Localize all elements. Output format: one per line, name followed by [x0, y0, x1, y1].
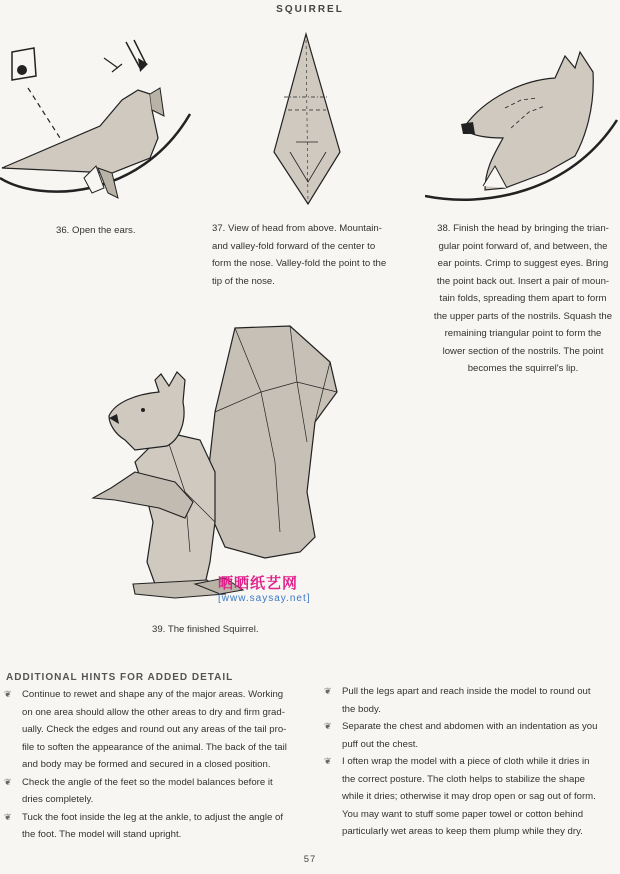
list-item: ❦ Separate the chest and abdomen with an indentation as you puff out the chest.: [324, 718, 620, 753]
step-36-caption: 36. Open the ears.: [56, 225, 136, 236]
watermark-site-name: 晒晒纸艺网: [218, 575, 299, 592]
page-number: 57: [303, 854, 317, 865]
list-item: ❦ Pull the legs apart and reach inside the model to round out the body.: [324, 683, 620, 718]
list-item: ❦ I often wrap the model with a piece of cloth while it dries in the correct posture. The cloth helps to stabilize the shape while it dries; otherwise it may drop open or sag out of form. You may want to stuff some paper towel or cotton behind particularly wet areas to keep them plump while they dry.: [324, 753, 620, 841]
page-header: SQUIRREL: [276, 4, 344, 15]
hints-right-list: [324, 683, 620, 841]
hints-heading: ADDITIONAL HINTS FOR ADDED DETAIL: [6, 672, 234, 683]
bee-bullet-icon: ❦: [4, 811, 12, 822]
step-39-caption: 39. The finished Squirrel.: [152, 624, 259, 635]
diagram-step-36: [0, 28, 200, 203]
list-item: ❦ Check the angle of the feet so the model balances before it dries completely.: [4, 774, 312, 809]
step-38-caption: 38. Finish the head by bringing the trian- gular point forward of, and between, the ear points. Crimp to suggest eyes. Bring the point back out. Insert a pair of moun- tain folds, spreading them apart to form the upper parts of the nostrils. Squash the remaining triangular point to form the lower section of the nostrils. The point becomes the squirrel's lip.: [433, 223, 613, 374]
bee-bullet-icon: ❦: [324, 686, 332, 696]
bee-bullet-icon: ❦: [324, 756, 332, 766]
step-37-caption: 37. View of head from above. Mountain- and valley-fold forward of the center to form the nose. Valley-fold the point to the tip of the nose.: [212, 223, 387, 287]
diagram-step-37: [268, 32, 348, 207]
bee-bullet-icon: ❦: [4, 776, 12, 787]
bee-bullet-icon: ❦: [324, 721, 332, 731]
hints-left-list: [4, 686, 312, 844]
bee-bullet-icon: ❦: [4, 689, 12, 699]
diagram-step-38: [425, 38, 620, 208]
list-item: ❦ Tuck the foot inside the leg at the ankle, to adjust the angle of the foot. The model will stand upright.: [4, 809, 312, 844]
watermark-url: [www.saysay.net]: [218, 593, 311, 604]
list-item: ❦ Continue to rewet and shape any of the major areas. Working on one area should allow the other areas to dry and firm grad- ually. Check the edges and round out any areas of the tail pro- file to soften the appearance of the animal. The back of the tail and body may be formed and secured in a closed position.: [4, 686, 312, 774]
